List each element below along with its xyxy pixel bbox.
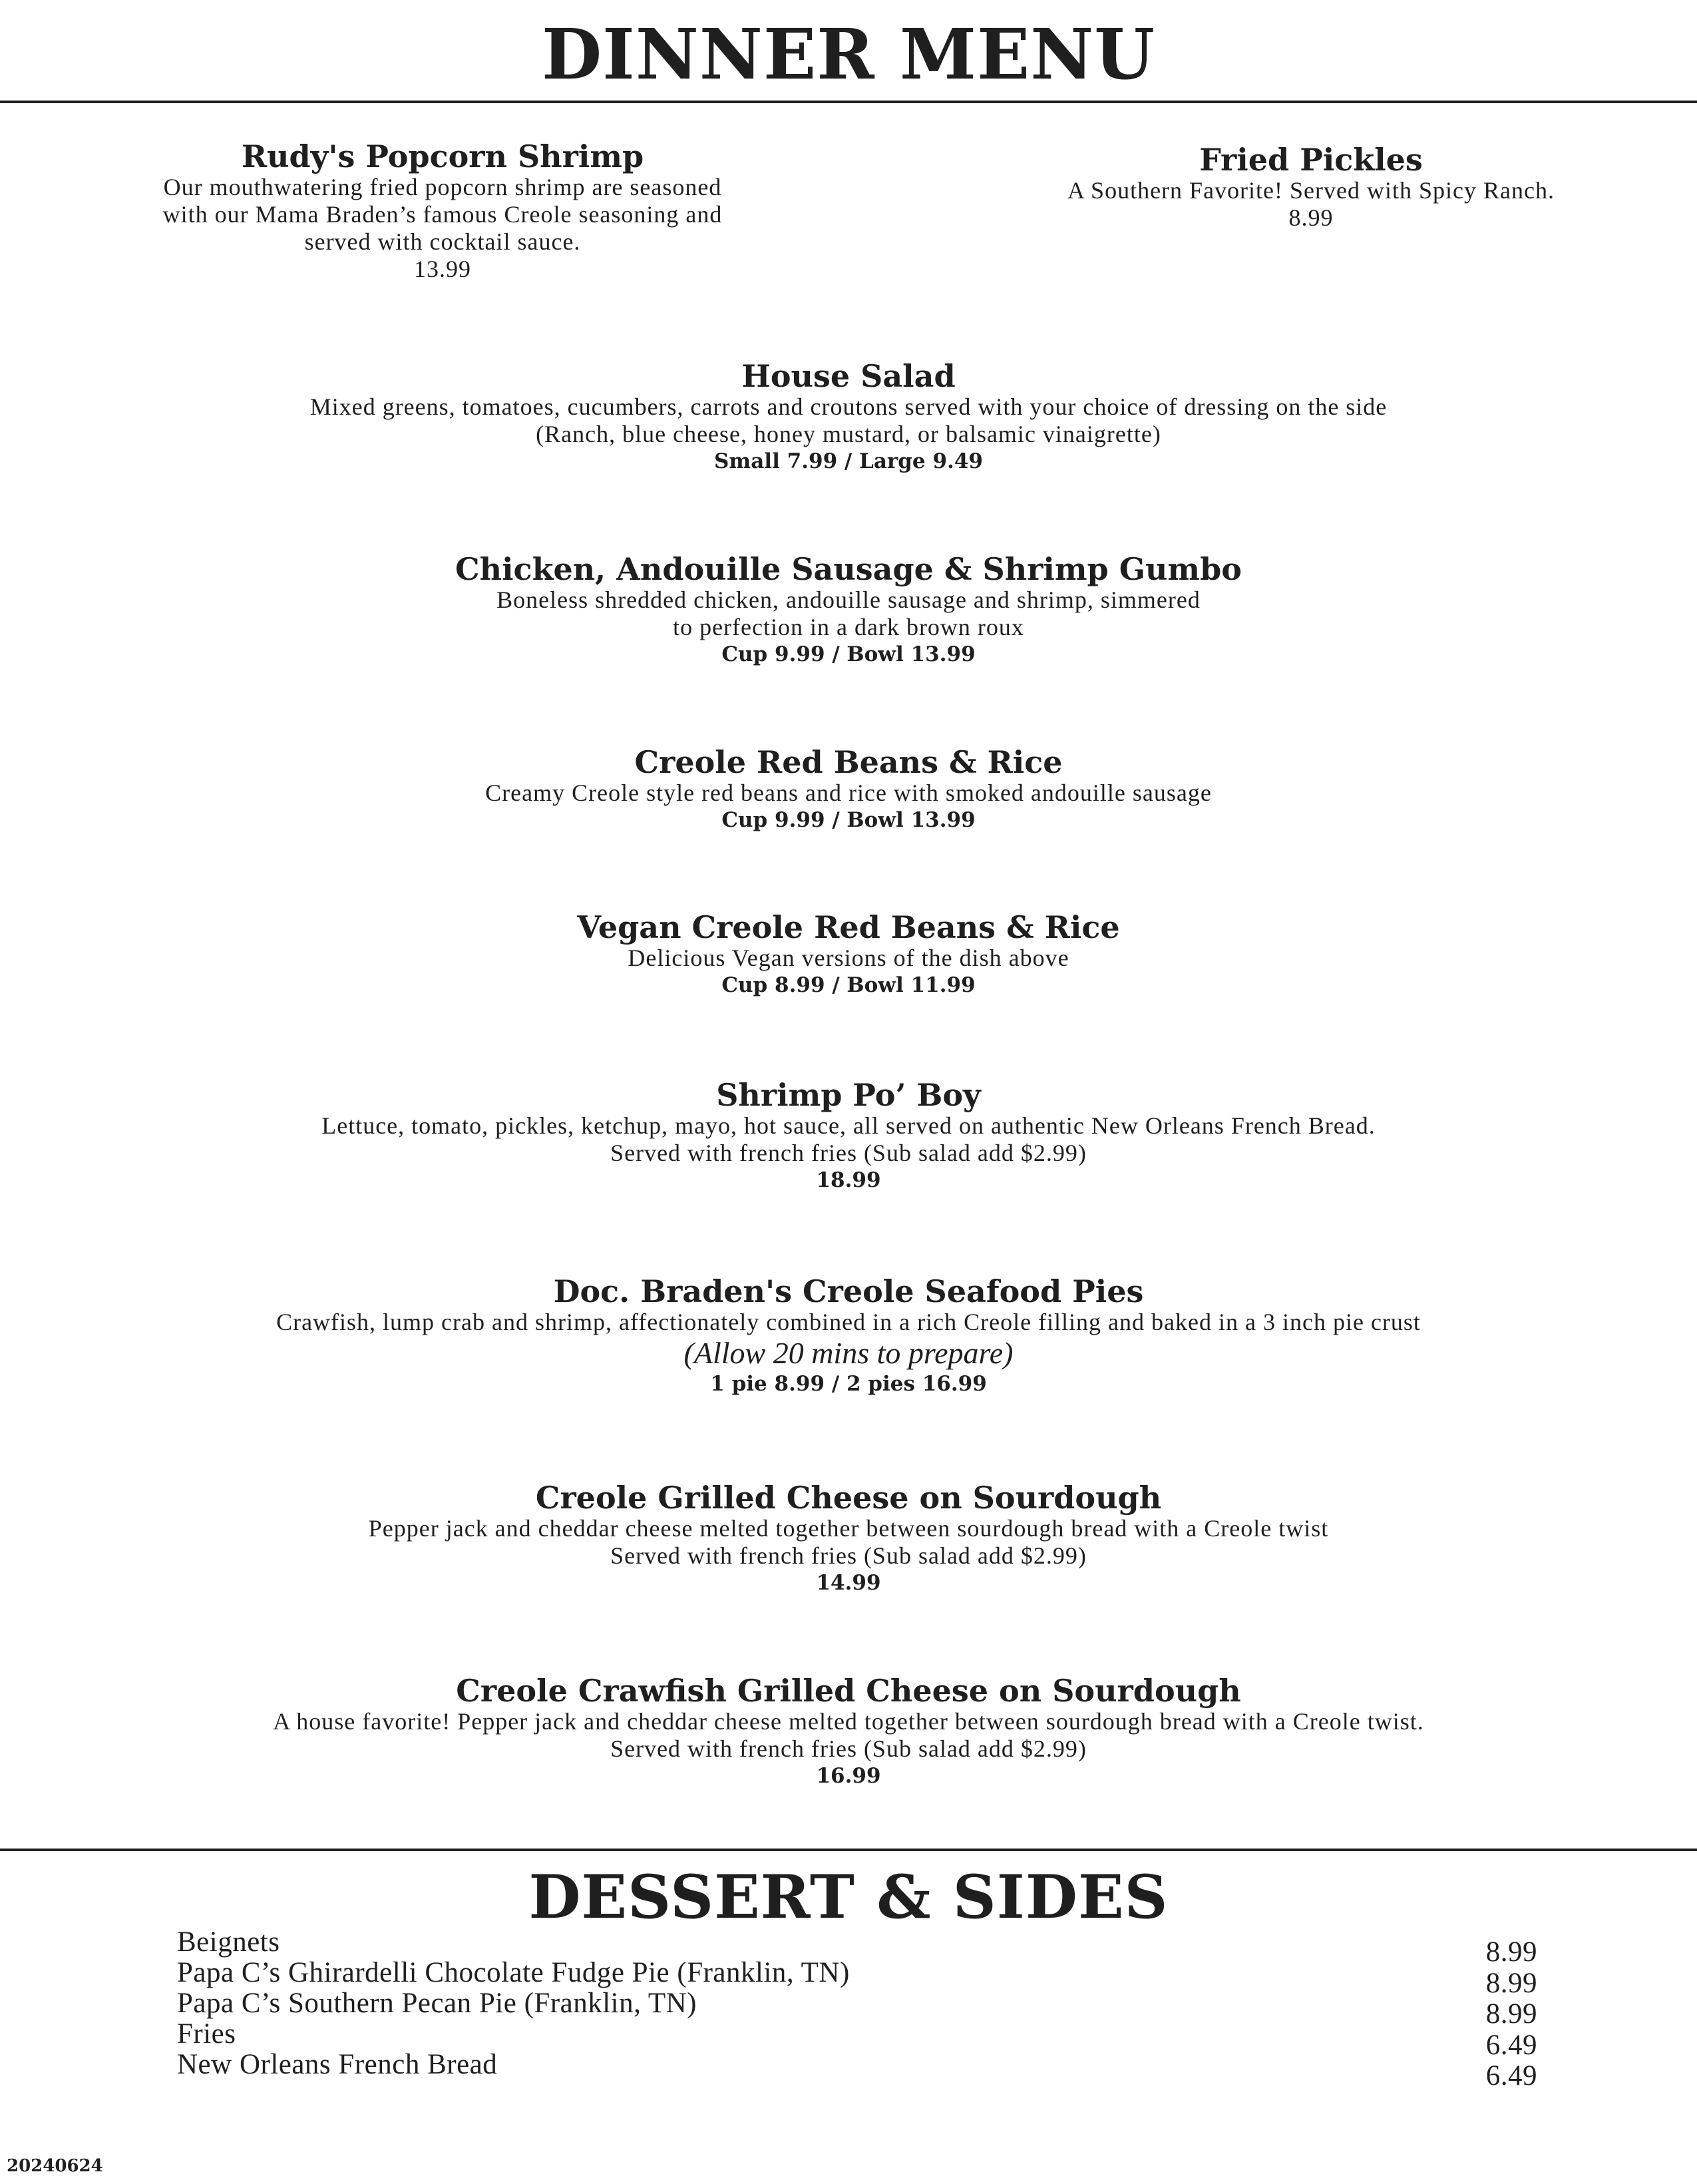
menu-item-popcorn-shrimp bbox=[77, 140, 809, 283]
menu-item-seafood-pies bbox=[0, 1275, 1697, 1398]
item-description: Mixed greens, tomatoes, cucumbers, carrots and croutons served with your choice of dressing on the side bbox=[309, 393, 1388, 420]
item-description: A Southern Favorite! Served with Spicy Ranch. bbox=[1067, 176, 1555, 204]
item-price: 14.99 bbox=[816, 1570, 881, 1595]
item-name: Creole Crawfish Grilled Cheese on Sourdough bbox=[456, 1673, 1241, 1709]
menu-item-fried-pickles bbox=[978, 143, 1644, 232]
item-price: 13.99 bbox=[414, 255, 471, 282]
item-name: Shrimp Po’ Boy bbox=[716, 1077, 981, 1113]
side-item-name: Papa C’s Ghirardelli Chocolate Fudge Pie (Franklin, TN) bbox=[177, 1957, 850, 1988]
item-description: (Ranch, blue cheese, honey mustard, or balsamic vinaigrette) bbox=[536, 420, 1161, 447]
menu-item-vegan-red-beans bbox=[0, 911, 1697, 999]
item-description: Our mouthwatering fried popcorn shrimp are seasoned bbox=[163, 173, 722, 200]
side-item-name: Fries bbox=[177, 2018, 236, 2050]
side-item-name: Papa C’s Southern Pecan Pie (Franklin, TN) bbox=[177, 1988, 697, 2019]
menu-item-house-salad bbox=[0, 359, 1697, 475]
item-description: Served with french fries (Sub salad add $2.99) bbox=[610, 1139, 1087, 1166]
item-description: Pepper jack and cheddar cheese melted together between sourdough bread with a Creole twist bbox=[368, 1514, 1329, 1542]
side-item-price: 6.49 bbox=[1485, 2060, 1537, 2091]
item-name: Creole Red Beans & Rice bbox=[634, 744, 1063, 780]
sides-prices bbox=[1464, 1937, 1537, 2092]
footer-code: 20240624 bbox=[7, 2156, 103, 2176]
side-item-price: 6.49 bbox=[1485, 2029, 1537, 2061]
item-description: Delicious Vegan versions of the dish above bbox=[628, 944, 1069, 971]
side-item-price: 8.99 bbox=[1485, 1936, 1537, 1968]
menu-item-red-beans bbox=[0, 746, 1697, 834]
item-price: Cup 9.99 / Bowl 13.99 bbox=[721, 807, 976, 832]
header-divider bbox=[0, 101, 1697, 103]
item-name: Rudy's Popcorn Shrimp bbox=[241, 138, 644, 174]
item-description: with our Mama Braden’s famous Creole seasoning and bbox=[162, 200, 723, 228]
item-description: to perfection in a dark brown roux bbox=[673, 613, 1024, 640]
side-item-name: New Orleans French Bread bbox=[177, 2049, 498, 2080]
item-description: Served with french fries (Sub salad add $2.99) bbox=[610, 1542, 1087, 1569]
sides-list bbox=[177, 1927, 850, 2080]
item-note: (Allow 20 mins to prepare) bbox=[683, 1335, 1014, 1370]
item-description: Boneless shredded chicken, andouille sausage and shrimp, simmered bbox=[496, 586, 1201, 613]
menu-item-crawfish-grilled-cheese bbox=[0, 1674, 1697, 1790]
item-description: Crawfish, lump crab and shrimp, affectionately combined in a rich Creole filling and baked in a 3 inch pie crust bbox=[276, 1308, 1421, 1335]
sides-divider bbox=[0, 1849, 1697, 1851]
side-item-name: Beignets bbox=[177, 1926, 280, 1958]
item-name: Doc. Braden's Creole Seafood Pies bbox=[553, 1273, 1144, 1309]
item-price: 18.99 bbox=[816, 1168, 881, 1192]
item-price: 8.99 bbox=[1288, 204, 1334, 231]
side-item-price: 8.99 bbox=[1485, 1967, 1537, 1999]
item-price: Cup 9.99 / Bowl 13.99 bbox=[721, 642, 976, 666]
menu-item-gumbo bbox=[0, 552, 1697, 668]
item-description: Lettuce, tomato, pickles, ketchup, mayo, hot sauce, all served on authentic New Orleans French Bread. bbox=[321, 1112, 1376, 1139]
item-name: House Salad bbox=[741, 358, 956, 394]
page-title: DINNER MENU bbox=[541, 13, 1155, 95]
item-name: Fried Pickles bbox=[1199, 142, 1423, 178]
item-name: Vegan Creole Red Beans & Rice bbox=[577, 909, 1120, 945]
item-name: Chicken, Andouille Sausage & Shrimp Gumbo bbox=[455, 551, 1242, 587]
item-name: Creole Grilled Cheese on Sourdough bbox=[535, 1480, 1162, 1516]
item-description: served with cocktail sauce. bbox=[304, 228, 581, 255]
item-price: Cup 8.99 / Bowl 11.99 bbox=[721, 973, 976, 997]
item-price: 1 pie 8.99 / 2 pies 16.99 bbox=[710, 1371, 987, 1396]
item-description: Creamy Creole style red beans and rice with smoked andouille sausage bbox=[485, 779, 1212, 806]
menu-item-grilled-cheese bbox=[0, 1481, 1697, 1597]
menu-item-po-boy bbox=[0, 1078, 1697, 1194]
side-item-price: 8.99 bbox=[1485, 1998, 1537, 2030]
item-price: Small 7.99 / Large 9.49 bbox=[714, 449, 983, 473]
item-price: 16.99 bbox=[816, 1763, 881, 1788]
item-description: A house favorite! Pepper jack and cheddar cheese melted together between sourdough bread with a Creole twist. bbox=[273, 1707, 1424, 1735]
item-description: Served with french fries (Sub salad add $2.99) bbox=[610, 1735, 1087, 1762]
sides-title: DESSERT & SIDES bbox=[528, 1862, 1169, 1932]
